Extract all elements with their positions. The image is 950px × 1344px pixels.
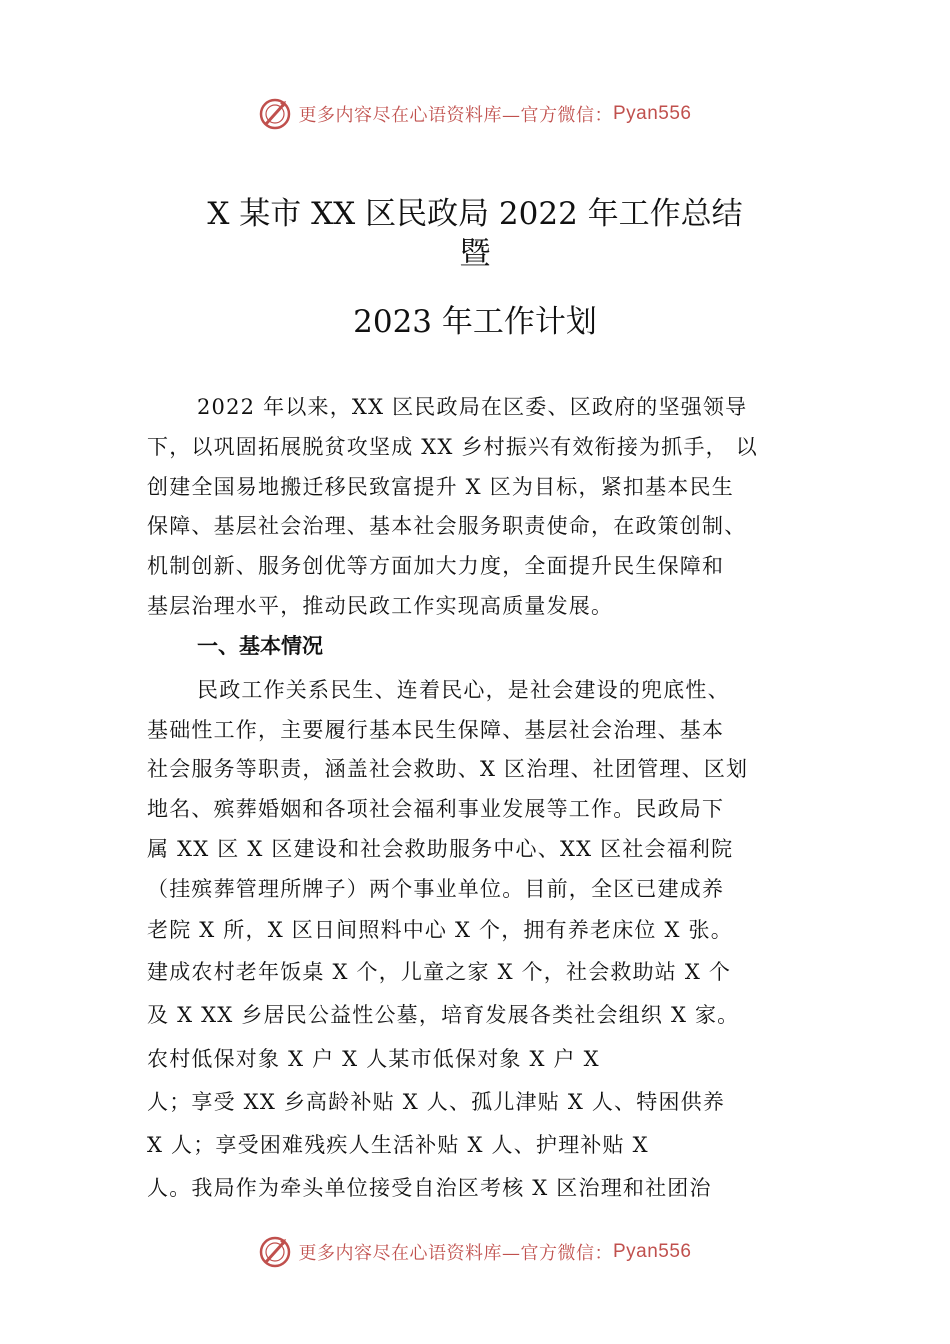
body-line: 建成农村老年饭桌 X 个，儿童之家 X 个，社会救助站 X 个 — [147, 960, 732, 984]
intro-line: 创建全国易地搬迁移民致富提升 X 区为目标，紧扣基本民生 — [147, 475, 734, 499]
watermark-wechat-id: Pyan556 — [612, 103, 692, 124]
body-line: 人。我局作为牵头单位接受自治区考核 X 区治理和社团治 — [147, 1176, 712, 1200]
pen-seal-icon — [258, 97, 292, 131]
intro-line: 2022 年以来，XX 区民政局在区委、区政府的坚强领导 — [197, 395, 748, 419]
body-line: 地名、殡葬婚姻和各项社会福利事业发展等工作。民政局下 — [147, 797, 725, 821]
header-watermark — [0, 94, 950, 134]
body-line: 农村低保对象 X 户 X 人某市低保对象 X 户 X — [147, 1047, 600, 1071]
document-title-line2: 暨 — [459, 236, 491, 272]
intro-line: 下，以巩固拓展脱贫攻坚成 XX 乡村振兴有效衔接为抓手， 以 — [147, 435, 758, 459]
watermark-text: 更多内容尽在心语资料库—官方微信： — [298, 105, 613, 126]
document-title-line3: 2023 年工作计划 — [353, 304, 597, 340]
watermark-text: 更多内容尽在心语资料库—官方微信： — [298, 1243, 613, 1264]
body-line: （挂殡葬管理所牌子）两个事业单位。目前，全区已建成养 — [147, 877, 725, 901]
body-line: 属 XX 区 X 区建设和社会救助服务中心、XX 区社会福利院 — [147, 837, 734, 861]
body-line: 社会服务等职责，涵盖社会救助、X 区治理、社团管理、区划 — [147, 757, 749, 781]
intro-line: 保障、基层社会治理、基本社会服务职责使命，在政策创制、 — [147, 514, 747, 538]
document-title-line1: X 某市 XX 区民政局 2022 年工作总结 — [207, 196, 743, 232]
body-line: 人；享受 XX 乡高龄补贴 X 人、孤儿津贴 X 人、特困供养 — [147, 1090, 726, 1114]
section-heading-basic-situation: 一、基本情况 — [197, 634, 323, 658]
intro-line: 基层治理水平，推动民政工作实现高质量发展。 — [147, 594, 614, 618]
pen-seal-icon — [258, 1235, 292, 1269]
body-line: 民政工作关系民生、连着民心，是社会建设的兜底性、 — [197, 678, 730, 702]
body-line: 老院 X 所，X 区日间照料中心 X 个，拥有养老床位 X 张。 — [147, 918, 733, 942]
body-line: 基础性工作，主要履行基本民生保障、基层社会治理、基本 — [147, 718, 725, 742]
footer-watermark — [0, 1232, 950, 1272]
body-line: X 人；享受困难残疾人生活补贴 X 人、护理补贴 X — [147, 1133, 649, 1157]
watermark-wechat-id: Pyan556 — [612, 1241, 692, 1262]
body-line: 及 X XX 乡居民公益性公墓，培育发展各类社会组织 X 家。 — [147, 1003, 740, 1027]
intro-line: 机制创新、服务创优等方面加大力度，全面提升民生保障和 — [147, 554, 725, 578]
